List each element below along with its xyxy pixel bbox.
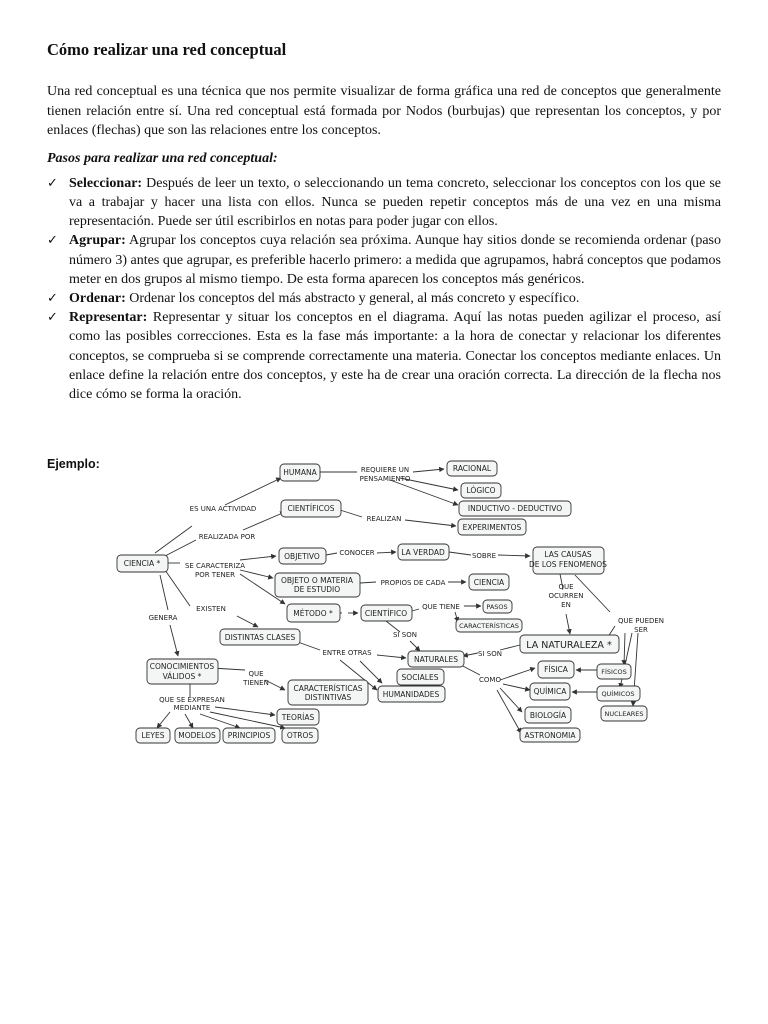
edge	[170, 625, 178, 656]
edge	[185, 714, 193, 728]
node-conocimientos: CONOCIMIENTOS	[149, 662, 215, 671]
node-leyes: LEYES	[141, 731, 165, 740]
node-experimentos: EXPERIMENTOS	[462, 523, 522, 532]
edge	[566, 614, 570, 634]
edge	[237, 616, 258, 627]
checkmark-icon: ✓	[47, 291, 58, 306]
link-label: PENSAMIENTO	[359, 475, 411, 483]
document-title: Cómo realizar una red conceptual	[47, 40, 287, 59]
step-term: Seleccionar:	[69, 175, 143, 191]
link-label: MEDIANTE	[173, 704, 211, 712]
node-modelos: MODELOS	[178, 731, 216, 740]
edge	[243, 512, 285, 530]
node-nucleares: NUCLEARES	[604, 710, 644, 718]
link-label: CONOCER	[339, 549, 375, 557]
node-caracteristicas-distintivas: DISTINTIVAS	[304, 693, 352, 702]
node-objetivo: OBJETIVO	[284, 552, 320, 561]
edge	[225, 478, 281, 505]
node-la-naturaleza: LA NATURALEZA *	[526, 640, 612, 651]
node-distintas-clases: DISTINTAS CLASES	[224, 633, 296, 642]
edge	[620, 633, 632, 688]
link-label: GENERA	[148, 614, 178, 622]
node-objeto-materia: OBJETO O MATERIA	[280, 576, 354, 585]
link-label: QUE	[558, 583, 574, 591]
edge	[326, 553, 337, 555]
edge	[412, 609, 419, 611]
link-label: REALIZAN	[366, 515, 402, 523]
node-las-causas: DE LOS FENOMENOS	[529, 560, 607, 569]
steps-heading: Pasos para realizar una red conceptual:	[47, 150, 278, 166]
edge	[624, 633, 625, 665]
node-metodo: MÉTODO *	[293, 609, 333, 618]
node-otros: OTROS	[286, 731, 314, 740]
step-item-seleccionar	[47, 174, 721, 232]
node-caracteristicas: CARACTERÍSTICAS	[459, 622, 519, 630]
step-item-agrupar	[47, 231, 721, 289]
step-text: Ordenar los conceptos del más abstracto y general, al más concreto y específico.	[125, 291, 580, 306]
link-label: PROPIOS DE CADA	[380, 579, 446, 587]
edge	[157, 712, 170, 728]
edge	[200, 714, 240, 728]
step-term: Agrupar:	[69, 233, 126, 249]
node-biologia: BIOLOGÍA	[529, 711, 567, 720]
steps-list	[47, 174, 721, 404]
node-logico: LÓGICO	[466, 486, 496, 495]
edge	[215, 707, 275, 715]
node-ciencia: CIENCIA *	[123, 559, 161, 568]
node-ciencia-2: CIENCIA	[473, 578, 505, 587]
node-quimica: QUÍMICA	[533, 687, 567, 696]
link-label: COMO	[479, 676, 501, 684]
edge	[498, 555, 530, 556]
node-teorias: TEORÍAS	[281, 713, 315, 722]
link-label: SÍ SON	[393, 631, 417, 639]
step-text: Agrupar los conceptos cuya relación sea próxima. Aunque hay sitios donde se recomienda ordenar (paso número 3) antes que agrupar, es preferible hacerlo primero: a medida que agrupamos, habrá conceptos que podamos meter en dos grupos al mismo tiempo. De esta forma aparecen los conceptos más genéricos.	[69, 233, 721, 287]
link-label: SER	[634, 626, 648, 634]
edge	[155, 526, 192, 553]
checkmark-icon: ✓	[47, 233, 58, 249]
step-item-ordenar	[47, 289, 721, 308]
step-term: Ordenar:	[69, 291, 126, 306]
edge	[500, 645, 520, 650]
document	[47, 40, 721, 404]
node-principios: PRINCIPIOS	[227, 731, 271, 740]
node-astronomia: ASTRONOMIA	[524, 731, 576, 740]
node-fisicos: FÍSICOS	[601, 668, 627, 676]
edge	[360, 582, 376, 583]
edge	[405, 520, 456, 526]
edge	[377, 655, 406, 658]
node-inductivo-deductivo: INDUCTIVO - DEDUCTIVO	[467, 504, 563, 513]
intro-paragraph: Una red conceptual es una técnica que nos permite visualizar de forma gráfica una red de conceptos que generalmente tienen relación entre sí. Una red conceptual está formada por Nodos (burbujas) que representan los conceptos, y por enlaces (flechas) que son las relaciones entre los conceptos.	[47, 84, 721, 139]
link-label: OCURREN	[548, 592, 584, 600]
node-pasos: PASOS	[486, 603, 508, 611]
node-fisica: FÍSICA	[544, 665, 568, 674]
link-label: SOBRE	[471, 552, 497, 560]
edge	[410, 641, 420, 651]
node-quimicos: QUÍMICOS	[601, 690, 635, 698]
edge	[463, 653, 478, 656]
edge	[340, 510, 362, 517]
example-label: Ejemplo:	[47, 457, 100, 471]
step-text: Después de leer un texto, o seleccionando un tema concreto, seleccionar los conceptos con los que se va a trabajar y hacer una lista con ellos. Nunca se pueden repetir conceptos más de una vez en una misma representación. Puede ser útil escribirlos en notas para poder jugar con ellos.	[69, 175, 721, 230]
link-label: ES UNA ACTIVIDAD	[189, 505, 257, 513]
link-label: REQUIERE UN	[360, 466, 410, 474]
node-cientificos: CIENTÍFICOS	[287, 504, 335, 513]
node-cientifico: CIENTÍFICO	[364, 609, 408, 618]
link-label: REALIZADA POR	[198, 533, 256, 541]
step-text: Representar y situar los conceptos en el diagrama. Aquí las notas pueden agilizar el proceso, así como las posibles correcciones. Esta es la fase más importante: a la hora de conectar y relacionar los diferentes conceptos, se comprueba si se comprende correctamente una materia. Conectar los conceptos mediante enlaces. Un enlace define la relación entre dos conceptos, y este ha de crear una oración correcta. La dirección de la flecha nos dice cómo se forma la oración.	[69, 310, 721, 403]
edge	[165, 570, 190, 606]
checkmark-icon: ✓	[47, 175, 58, 191]
step-item-representar	[47, 308, 721, 404]
link-label: QUE PUEDEN	[617, 617, 665, 625]
checkmark-icon: ✓	[47, 310, 58, 326]
link-label: EXISTEN	[196, 605, 226, 613]
edge	[500, 668, 535, 680]
edge	[377, 552, 396, 553]
link-label: SI SON	[478, 650, 502, 658]
node-humana: HUMANA	[283, 468, 317, 477]
step-term: Representar:	[69, 310, 148, 326]
link-label: QUE TIENE	[422, 603, 460, 611]
link-label: SE CARACTERIZA	[184, 562, 246, 570]
edge	[413, 469, 444, 472]
node-la-verdad: LA VERDAD	[401, 548, 445, 557]
edge	[240, 556, 276, 560]
link-label: QUE SE EXPRESAN	[159, 696, 225, 704]
node-caracteristicas-distintivas: CARACTERÍSTICAS	[293, 684, 363, 693]
edge	[497, 690, 521, 733]
link-label: TIENEN	[243, 679, 269, 687]
link-label: POR TENER	[194, 571, 236, 579]
node-sociales: SOCIALES	[401, 673, 439, 682]
link-label: EN	[561, 601, 571, 609]
edge	[449, 552, 471, 555]
node-naturales: NATURALES	[414, 655, 458, 664]
node-racional: RACIONAL	[452, 464, 492, 473]
link-label: ENTRE OTRAS	[322, 649, 372, 657]
edge	[500, 688, 522, 712]
node-humanidades: HUMANIDADES	[382, 690, 440, 699]
node-objeto-materia: DE ESTUDIO	[293, 585, 341, 594]
edge	[503, 684, 530, 690]
edge	[390, 480, 458, 505]
node-conocimientos: VÁLIDOS *	[162, 672, 202, 681]
node-las-causas: LAS CAUSAS	[544, 550, 592, 559]
link-label: QUE	[248, 670, 264, 678]
edge	[160, 575, 168, 610]
concept-map	[0, 440, 768, 760]
